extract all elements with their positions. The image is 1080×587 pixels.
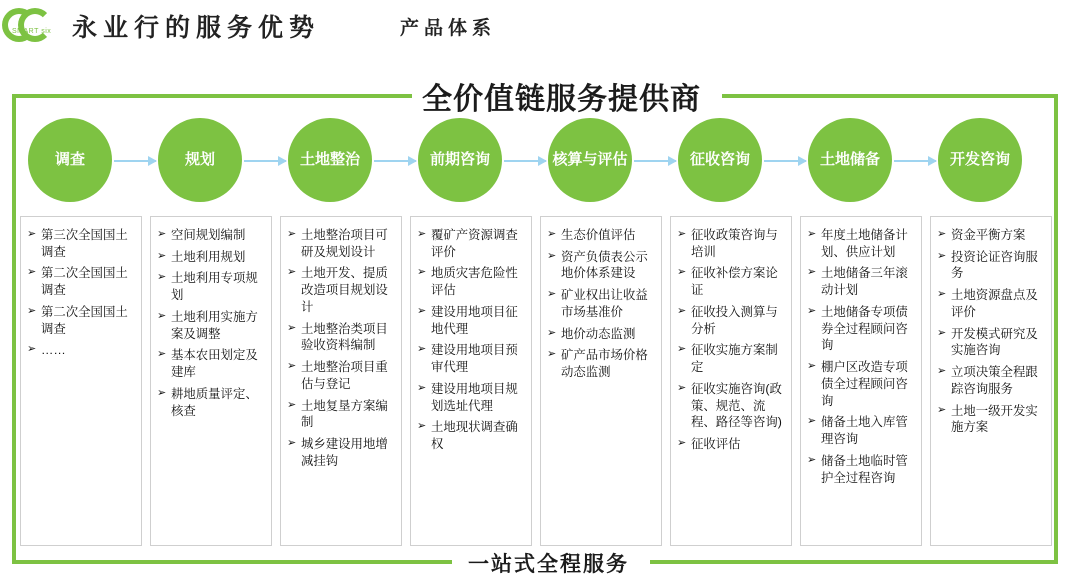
stage-item: ➢ 土地开发、提质改造项目规划设计: [287, 265, 395, 315]
stage-item: ➢ 第二次全国国土调查: [27, 304, 135, 337]
stage-arrow-1: [114, 160, 156, 162]
stage-circle-label: 调查: [54, 151, 85, 169]
stage-item: ➢ 棚户区改造专项债全过程顾问咨询: [807, 359, 915, 409]
stage-circle-2[interactable]: [158, 118, 242, 202]
stage-item: ➢ 征收补偿方案论证: [677, 265, 785, 298]
stage-item: ➢ 储备土地入库管理咨询: [807, 414, 915, 447]
stage-columns: [20, 216, 1062, 546]
frame-border-top-right: [722, 94, 1058, 98]
frame-border-bottom-left: [12, 560, 452, 564]
stage-arrow-5: [634, 160, 676, 162]
stage-item: ➢ 地质灾害危险性评估: [417, 265, 525, 298]
stage-item: ➢ 城乡建设用地增减挂钩: [287, 436, 395, 469]
stage-item: ➢ 建设用地项目征地代理: [417, 304, 525, 337]
stage-item: ➢ 立项决策全程跟踪咨询服务: [937, 364, 1045, 397]
stage-item: ➢ 征收实施方案制定: [677, 342, 785, 375]
stage-item: ➢ 征收实施咨询(政策、规范、流程、路径等咨询): [677, 381, 785, 431]
stage-circle-8[interactable]: [938, 118, 1022, 202]
stage-item: ➢ 矿业权出让收益市场基准价: [547, 287, 655, 320]
stage-item: ➢ 土地资源盘点及评价: [937, 287, 1045, 320]
brand-logo: [2, 6, 60, 46]
stage-item-list: [27, 227, 135, 359]
stage-column-2: [150, 216, 272, 546]
stage-circle-5[interactable]: [548, 118, 632, 202]
frame-border-top-left: [12, 94, 412, 98]
stage-column-7: [800, 216, 922, 546]
stage-item: ➢ 资金平衡方案: [937, 227, 1045, 244]
stage-circle-row: [10, 118, 1070, 210]
header-title: 永业行的服务优势: [72, 14, 321, 42]
stage-circle-label: 核算与评估: [552, 151, 628, 169]
stage-item: ➢ 空间规划编制: [157, 227, 265, 244]
stage-column-4: [410, 216, 532, 546]
stage-item: ➢ 征收评估: [677, 436, 785, 453]
diagram-title: 全价值链服务提供商: [416, 74, 707, 118]
stage-circle-1[interactable]: [28, 118, 112, 202]
stage-item: ➢ 年度土地储备计划、供应计划: [807, 227, 915, 260]
stage-item-list: [287, 227, 395, 470]
stage-item: ➢ 资产负债表公示地价体系建设: [547, 249, 655, 282]
logo-ring-right: [18, 8, 52, 42]
diagram-footer-label: 一站式全程服务: [462, 548, 635, 578]
stage-item: ➢ 土地整治项目重估与登记: [287, 359, 395, 392]
logo-text: SMART six: [12, 28, 52, 35]
stage-item: ➢ 第三次全国国土调查: [27, 227, 135, 260]
stage-item: ➢ 土地一级开发实施方案: [937, 403, 1045, 436]
stage-item-list: [547, 227, 655, 381]
frame-border-bottom-right: [650, 560, 1058, 564]
stage-item: ➢ 生态价值评估: [547, 227, 655, 244]
stage-arrow-3: [374, 160, 416, 162]
stage-item-list: [937, 227, 1045, 436]
page-header: [0, 0, 1080, 52]
stage-item: ➢ 土地利用专项规划: [157, 270, 265, 303]
stage-item: ➢ ……: [27, 342, 135, 359]
stage-item: ➢ 开发模式研究及实施咨询: [937, 326, 1045, 359]
stage-item: ➢ 地价动态监测: [547, 326, 655, 343]
stage-item: ➢ 征收投入测算与分析: [677, 304, 785, 337]
stage-item: ➢ 耕地质量评定、核查: [157, 386, 265, 419]
stage-item: ➢ 土地整治项目可研及规划设计: [287, 227, 395, 260]
stage-circle-6[interactable]: [678, 118, 762, 202]
stage-item: ➢ 土地现状调查确权: [417, 419, 525, 452]
stage-item: ➢ 储备土地临时管护全过程咨询: [807, 453, 915, 486]
stage-arrow-2: [244, 160, 286, 162]
stage-item-list: [807, 227, 915, 486]
header-subtitle: 产品体系: [400, 17, 497, 39]
stage-arrow-6: [764, 160, 806, 162]
stage-item: ➢ 投资论证咨询服务: [937, 249, 1045, 282]
stage-circle-4[interactable]: [418, 118, 502, 202]
stage-column-6: [670, 216, 792, 546]
stage-column-1: [20, 216, 142, 546]
stage-circle-label: 开发咨询: [949, 151, 1010, 169]
stage-circle-3[interactable]: [288, 118, 372, 202]
stage-item: ➢ 土地复垦方案编制: [287, 398, 395, 431]
stage-item: ➢ 土地整治类项目验收资料编制: [287, 321, 395, 354]
stage-item: ➢ 征收政策咨询与培训: [677, 227, 785, 260]
stage-arrow-4: [504, 160, 546, 162]
stage-circle-label: 征收咨询: [689, 151, 750, 169]
stage-circle-label: 规划: [184, 151, 215, 169]
stage-circle-label: 土地储备: [819, 151, 880, 169]
stage-circle-label: 前期咨询: [429, 151, 490, 169]
stage-circle-7[interactable]: [808, 118, 892, 202]
stage-item: ➢ 建设用地项目规划选址代理: [417, 381, 525, 414]
stage-item: ➢ 矿产品市场价格动态监测: [547, 347, 655, 380]
stage-item: ➢ 土地利用实施方案及调整: [157, 309, 265, 342]
stage-column-5: [540, 216, 662, 546]
stage-item: ➢ 基本农田划定及建库: [157, 347, 265, 380]
stage-item: ➢ 覆矿产资源调查评价: [417, 227, 525, 260]
stage-column-8: [930, 216, 1052, 546]
stage-item-list: [417, 227, 525, 453]
stage-item: ➢ 土地储备三年滚动计划: [807, 265, 915, 298]
diagram-panel: [10, 56, 1070, 576]
stage-item-list: [677, 227, 785, 453]
stage-item: ➢ 土地利用规划: [157, 249, 265, 266]
stage-item: ➢ 建设用地项目预审代理: [417, 342, 525, 375]
stage-item: ➢ 土地储备专项债券全过程顾问咨询: [807, 304, 915, 354]
stage-item-list: [157, 227, 265, 419]
stage-item: ➢ 第二次全国国土调查: [27, 265, 135, 298]
stage-arrow-7: [894, 160, 936, 162]
stage-circle-label: 土地整治: [299, 151, 360, 169]
stage-column-3: [280, 216, 402, 546]
